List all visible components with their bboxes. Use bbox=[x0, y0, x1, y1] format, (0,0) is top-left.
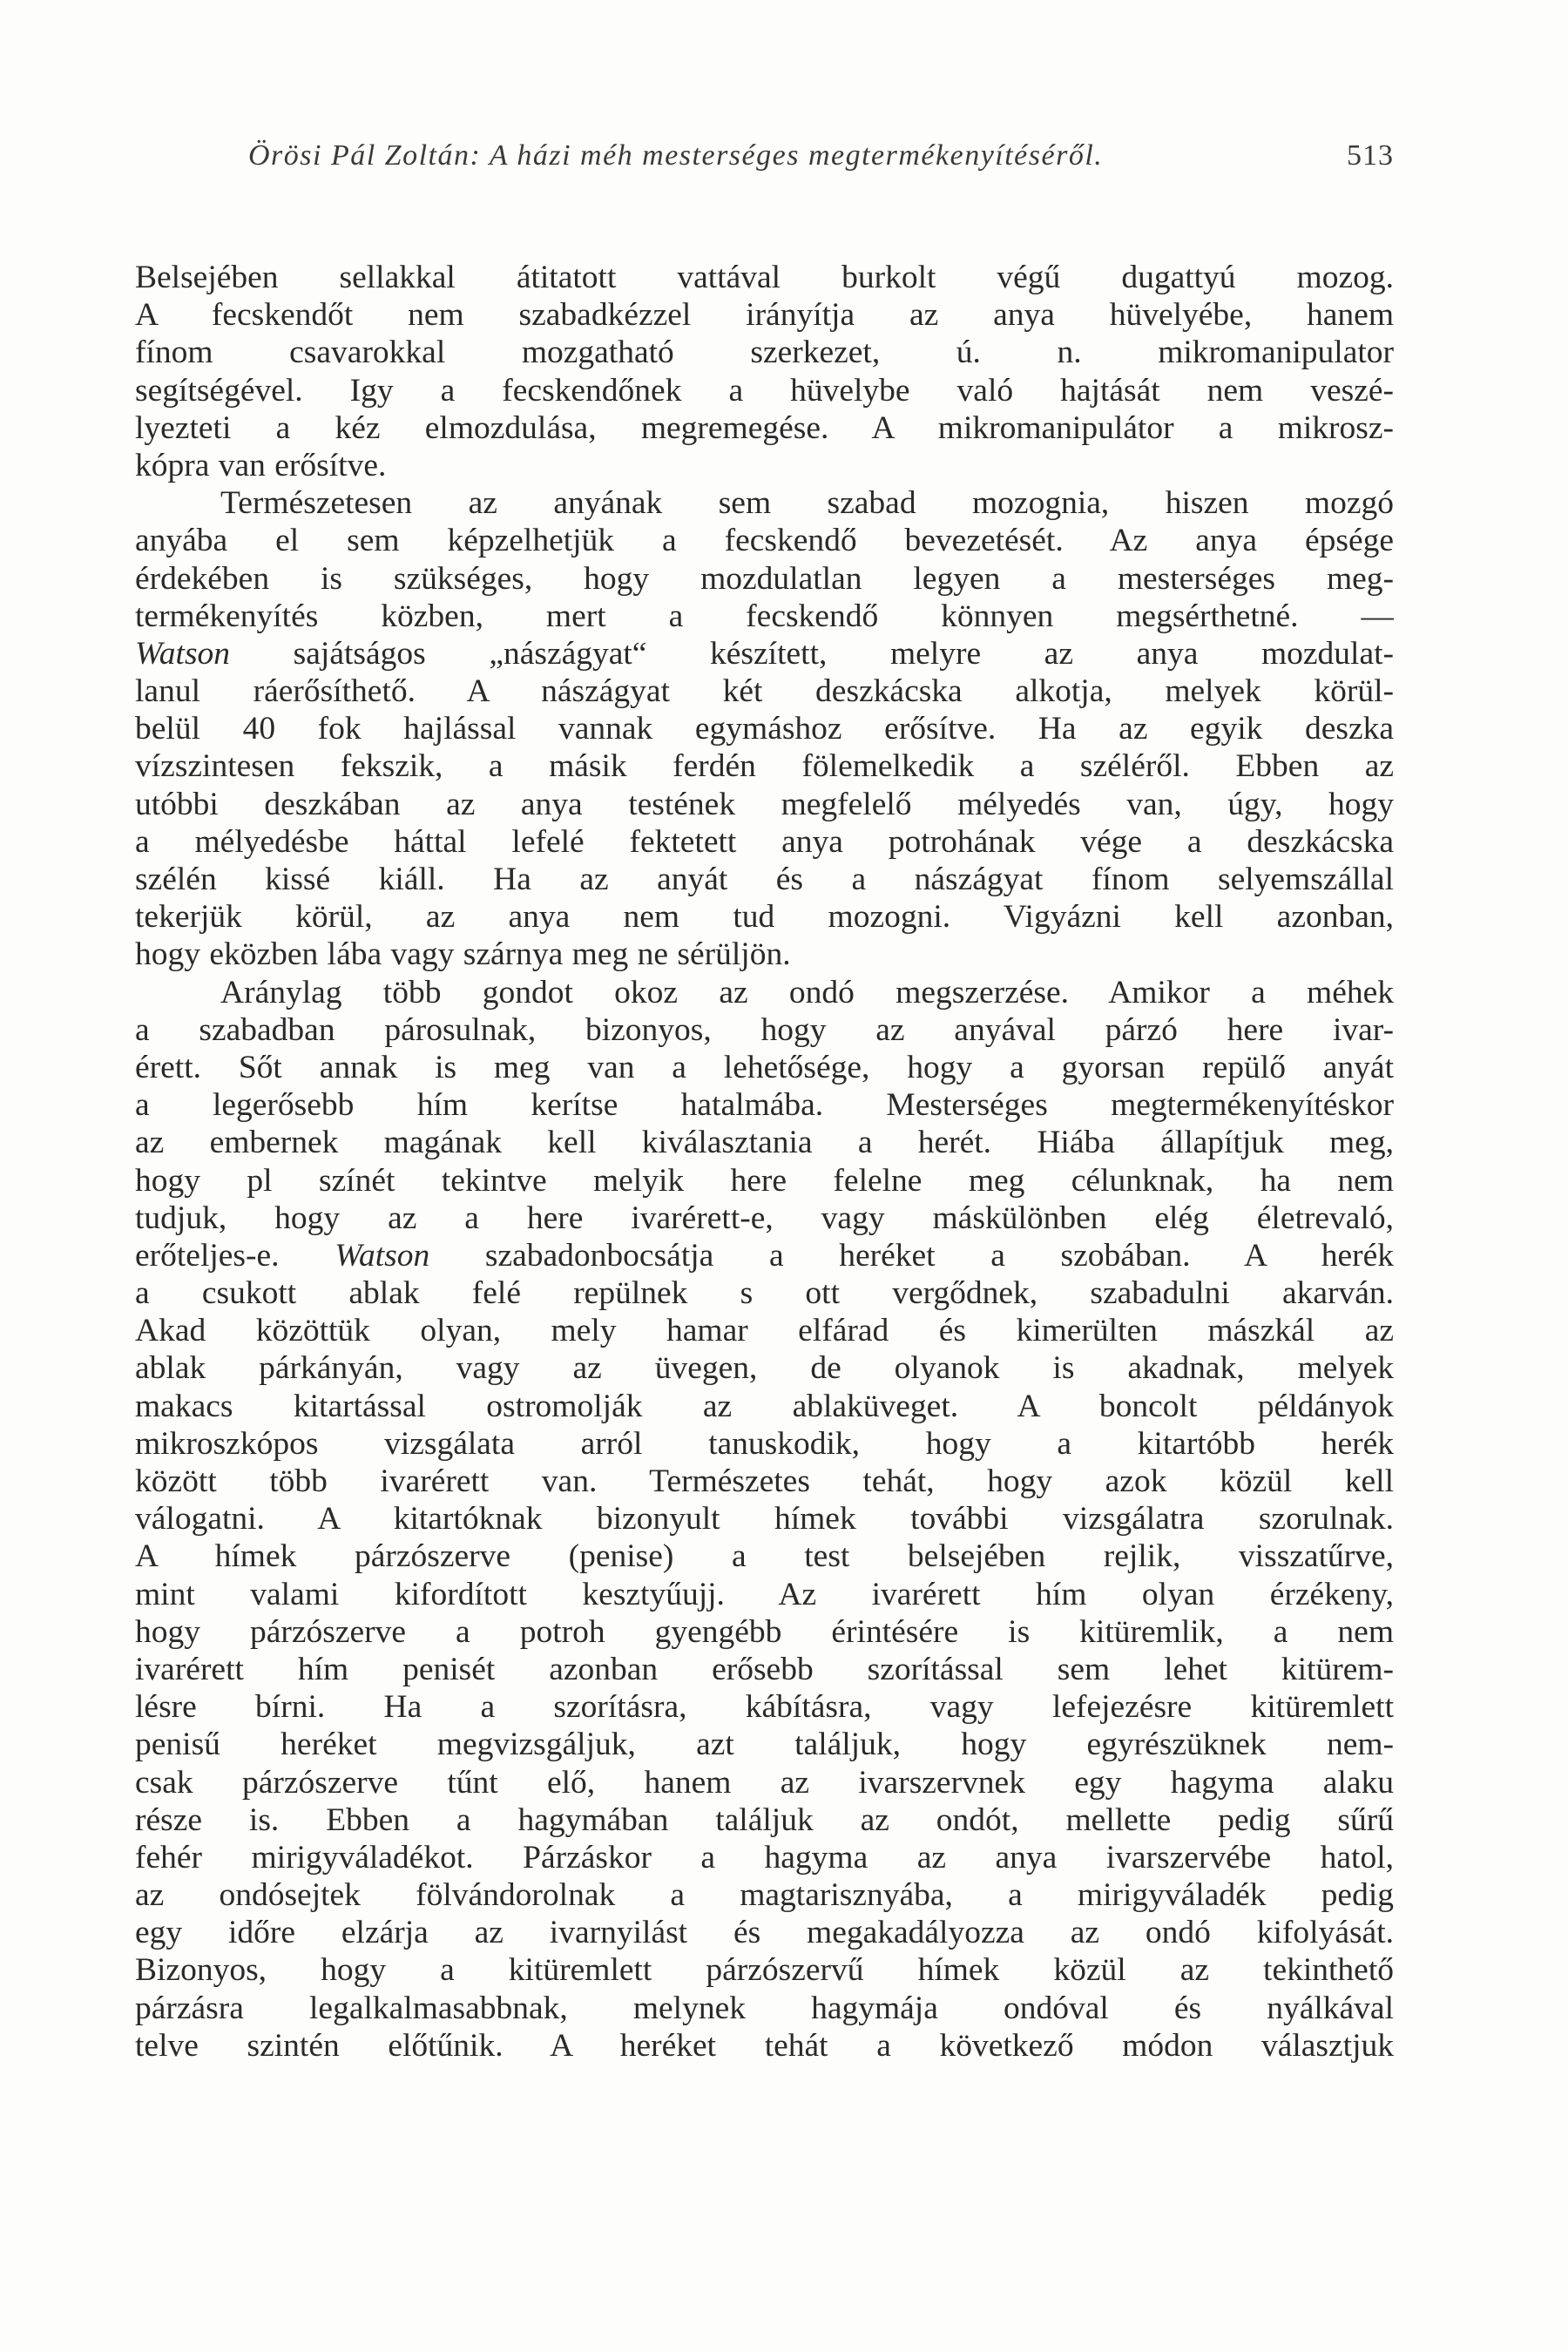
text-line: a legerősebb hím kerítse hatalmába. Mesterséges megtermékenyítéskor bbox=[135, 1087, 1394, 1124]
text-line: ablak párkányán, vagy az üvegen, de olyanok is akadnak, melyek bbox=[135, 1350, 1394, 1387]
text-line: utóbbi deszkában az anya testének megfelelő mélyedés van, úgy, hogy bbox=[135, 786, 1394, 822]
text-fragment: erőteljes-e. bbox=[135, 1237, 335, 1274]
text-line: a mélyedésbe háttal lefelé fektetett anya potrohának vége a deszkácska bbox=[135, 823, 1394, 860]
text-line: Aránylag több gondot okoz az ondó megszerzése. Amikor a méhek bbox=[220, 974, 1394, 1010]
author-name-italic: Watson bbox=[335, 1237, 430, 1274]
text-fragment: szabadonbocsátja a heréket a szobában. A herék bbox=[429, 1237, 1394, 1274]
text-line: A fecskendőt nem szabadkézzel irányítja az anya hüvelyébe, hanem bbox=[135, 297, 1394, 334]
text-line: csak párzószerve tűnt elő, hanem az ivarszervnek egy hagyma alaku bbox=[135, 1764, 1394, 1801]
text-line: a szabadban párosulnak, bizonyos, hogy az anyával párzó here ivar- bbox=[135, 1011, 1394, 1048]
text-line: része is. Ebben a hagymában találjuk az ondót, mellette pedig sűrű bbox=[135, 1801, 1394, 1838]
page-number: 513 bbox=[1347, 139, 1394, 172]
text-line: termékenyítés közben, mert a fecskendő könnyen megsérthetné. — bbox=[135, 598, 1394, 634]
text-line: érett. Sőt annak is meg van a lehetősége, hogy a gyorsan repülő anyát bbox=[135, 1049, 1394, 1085]
text-line: tudjuk, hogy az a here ivarérett-e, vagy máskülönben elég életrevaló, bbox=[135, 1200, 1394, 1236]
text-line: egy időre elzárja az ivarnyilást és megakadályozza az ondó kifolyását. bbox=[135, 1915, 1394, 1951]
text-line: ivarérett hím penisét azonban erősebb szorítással sem lehet kitürem- bbox=[135, 1651, 1394, 1687]
author-name-italic: Watson bbox=[135, 635, 231, 672]
text-fragment: sajátságos „nászágyat“ készített, melyre az anya mozdulat- bbox=[230, 635, 1394, 672]
text-line: érdekében is szükséges, hogy mozdulatlan legyen a mesterséges meg- bbox=[135, 560, 1394, 597]
text-line: kópra van erősítve. bbox=[135, 447, 387, 483]
text-line: makacs kitartással ostromolják az ablaküveget. A boncolt példányok bbox=[135, 1388, 1394, 1424]
text-line: Természetesen az anyának sem szabad mozognia, hiszen mozgó bbox=[220, 485, 1394, 522]
text-line: fínom csavarokkal mozgatható szerkezet, ú. n. mikromanipulator bbox=[135, 335, 1394, 371]
text-line: anyába el sem képzelhetjük a fecskendő bevezetését. Az anya épsége bbox=[135, 523, 1394, 559]
text-line: hogy pl színét tekintve melyik here felelne meg célunknak, ha nem bbox=[135, 1162, 1394, 1199]
text-line: belül 40 fok hajlással vannak egymáshoz erősítve. Ha az egyik deszka bbox=[135, 711, 1394, 747]
text-line: segítségével. Igy a fecskendőnek a hüvelybe való hajtását nem veszé- bbox=[135, 372, 1394, 409]
text-line: lanul ráerősíthető. A nászágyat két deszkácska alkotja, melyek körül- bbox=[135, 673, 1394, 710]
text-line: lyezteti a kéz elmozdulása, megremegése. A mikromanipulátor a mikrosz- bbox=[135, 409, 1394, 446]
text-line: az embernek magának kell kiválasztania a herét. Hiába állapítjuk meg, bbox=[135, 1125, 1394, 1161]
text-line: A hímek párzószerve (penise) a test belsejében rejlik, visszatűrve, bbox=[135, 1538, 1394, 1575]
text-line: a csukott ablak felé repülnek s ott vergődnek, szabadulni akarván. bbox=[135, 1275, 1394, 1312]
text-line: között több ivarérett van. Természetes tehát, hogy azok közül kell bbox=[135, 1463, 1394, 1499]
text-line: vízszintesen fekszik, a másik ferdén fölemelkedik a széléről. Ebben az bbox=[135, 748, 1394, 785]
text-line: Belsejében sellakkal átitatott vattával burkolt végű dugattyú mozog. bbox=[135, 260, 1394, 295]
text-line: penisű heréket megvizsgáljuk, azt találjuk, hogy egyrészüknek nem- bbox=[135, 1727, 1394, 1763]
text-line: az ondósejtek fölvándorolnak a magtarisznyába, a mirigyváladék pedig bbox=[135, 1877, 1394, 1914]
text-line-watson bbox=[135, 1237, 1394, 1274]
text-line: lésre bírni. Ha a szorításra, kábításra, vagy lefejezésre kitüremlett bbox=[135, 1689, 1394, 1726]
text-line: Bizonyos, hogy a kitüremlett párzószervű hímek közül az tekinthető bbox=[135, 1952, 1394, 1989]
running-header bbox=[135, 139, 1394, 183]
text-line: Akad közöttük olyan, mely hamar elfárad és kimerülten mászkál az bbox=[135, 1313, 1394, 1349]
text-line: válogatni. A kitartóknak bizonyult hímek további vizsgálatra szorulnak. bbox=[135, 1501, 1394, 1538]
text-line: szélén kissé kiáll. Ha az anyát és a nászágyat fínom selyemszállal bbox=[135, 862, 1394, 897]
text-line: hogy párzószerve a potroh gyengébb érintésére is kitüremlik, a nem bbox=[135, 1613, 1394, 1650]
text-line: párzásra legalkalmasabbnak, melynek hagymája ondóval és nyálkával bbox=[135, 1990, 1394, 2026]
text-line: tekerjük körül, az anya nem tud mozogni. Vigyázni kell azonban, bbox=[135, 899, 1394, 936]
text-line: telve szintén előtűnik. A heréket tehát a következő módon választjuk bbox=[135, 2027, 1394, 2064]
body-text bbox=[135, 259, 1394, 2065]
text-line-watson bbox=[135, 635, 1394, 672]
text-line: hogy eközben lába vagy szárnya meg ne sérüljön. bbox=[135, 936, 791, 973]
text-line: mint valami kifordított kesztyűujj. Az ivarérett hím olyan érzékeny, bbox=[135, 1576, 1394, 1612]
text-line: fehér mirigyváladékot. Párzáskor a hagyma az anya ivarszervébe hatol, bbox=[135, 1839, 1394, 1876]
running-title: Örösi Pál Zoltán: A házi méh mesterséges megtermékenyítéséről. bbox=[248, 139, 1104, 172]
text-line: mikroszkópos vizsgálata arról tanuskodik, hogy a kitartóbb herék bbox=[135, 1425, 1394, 1462]
